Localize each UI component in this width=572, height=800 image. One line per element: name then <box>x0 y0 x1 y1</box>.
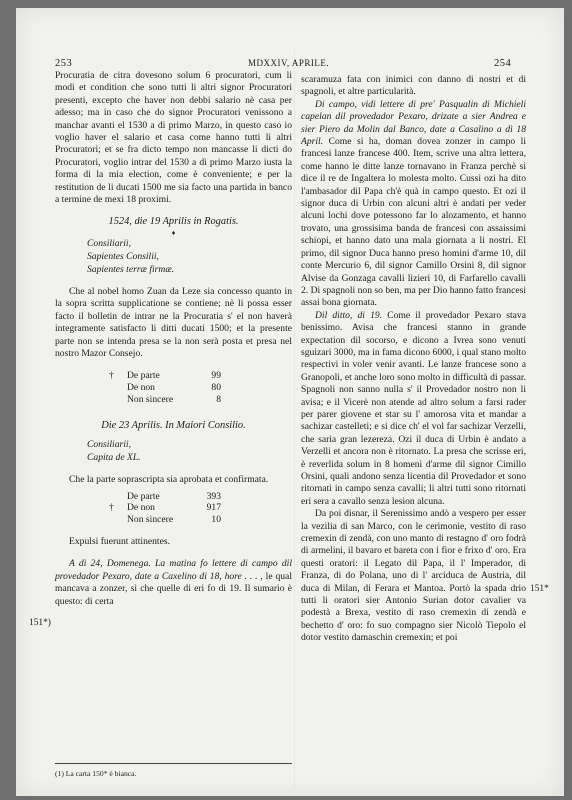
vote-value: 393 <box>206 490 221 502</box>
page-number-left: 253 <box>55 58 73 69</box>
letter-heading-italic: Dil ditto, di 19. <box>315 309 383 321</box>
right-paragraph-3 <box>301 310 526 509</box>
book-page <box>16 8 564 796</box>
entry-text: le qual mancava a zonzer, sì che quelle di eri fo di 19. Il sumario è questo: di certa <box>55 570 292 607</box>
vote-label: De non <box>127 382 155 394</box>
vote-tally-2 <box>109 491 292 526</box>
left-paragraph-2: Che al nobel homo Zuan da Leze sia concesso quanto in la sopra scritta supplicatione se contiene; nè li possa esser facto il bolletin de intrar ne la Procuratia s' el non haverà integramente satisfacto li ditti ducati 1500; et la presente parte non se intenda presa se la non serà posta et presa nel nostro Mazor Consejo. <box>55 285 292 359</box>
entry-date-italic: A dì 24, Domenega. La matina fo lettere di campo dil provedador Pexaro, date a Caxelino di 18, hore . . . , <box>55 558 292 582</box>
vote-tally-1 <box>109 370 292 405</box>
vote-value: 8 <box>216 393 221 405</box>
vote-label: De parte <box>127 490 160 502</box>
right-column <box>301 74 526 645</box>
vote-label: De parte <box>127 370 160 382</box>
vote-label: De non <box>127 502 155 514</box>
left-paragraph-3: Che la parte soprascripta sia aprobata et confirmata. <box>69 474 269 486</box>
right-paragraph-4: Da poi disnar, il Serenissimo andò a vespero per esser la vezilia di san Marco, con le cerimonie, vestito di raso cremexin di zendà, con uno manto di restagno d' oro fodrà di armelini, il bavaro et bareta con i fior e frixo d' oro. Era questi oratori: il Legato dil Papa, il l' Imperador, di Franza, di do Polana, uno di l' arciduca de Austria, dil duca di Milan, di Ferara et Mantoa. Portò la spada drio tutti li oratori sier Antonio Surian dotor cavalier va podestà a Brexa, vestito di raso cremexin di zendà e bechetto d' oro: fo suo compagno sier Nicolò Tiepolo el dotor vestito damaschin cremexin; et poi <box>301 508 526 644</box>
page-number-right: 254 <box>494 58 512 69</box>
list-councillors-2 <box>87 438 292 464</box>
list-item: Sapientes Consilii, <box>87 250 159 262</box>
vote-label: Non sincere <box>127 514 174 526</box>
heading-maiori-consilio: Die 23 Aprilis. In Maiori Consilio. <box>101 419 246 431</box>
vote-mark <box>109 382 127 394</box>
list-item: Sapientes terræ firmæ. <box>87 263 175 275</box>
list-item: Consiliarii, <box>87 439 131 451</box>
vote-mark <box>109 491 127 503</box>
letter-text: Come il provedador Pexaro stava benissimo. Avisa che francesi stanno in grande expectation dil socorso, e dicono a Ivrea sono venuti sguizari 3000, ma in fama dicono 6000, i qual stano molto respectivi in voler venir avanti. Le lanze francese sono a Granopoli, et anche loro sono molto in difficultà di passar. Spagnoli non sanno nulla s' il Provedador nostro non li avisa; e il Vicerè non atende ad altro solum a farsi rader per parer giovene et star su l' amorosa vita et mandar a sachizar castelleti; e si dice ch' el vol far sachizar Verzelli, che sarìa gran lezereza. Ozi il duca di Urbin è andato a Verzelli et ancora non è ritornato. La presa che scrisse eri, è reverlida solum in 8 homeni d'arme dil signor Cimillo Orsini, quali andono senza licentia dil Provedador et sono ritornati in campo senza cavalli; li altri tutti sono ritornati eri sera a cavallo senza lesion alcuna. <box>301 309 526 507</box>
vote-mark: † <box>109 370 114 382</box>
left-paragraph-1: Procuratia de citra dovesono solum 6 procuratori, cum li modi et condition che sono tutti li altri signor Procuratori presenti, excepto che haver non debbi salario nè casa per adesso; ma in caso che do signor Procuratori venissono a manchar avanti el 1530 a dì primo Marzo, in questo caso io voglio haver el salario et casa come hanno tutti li altri Procuratori; et se fra dicto tempo non mancasse li dicti do Procuratori, voglio intrar del 1530 a dì primo Marzo iusta la forma di la mia election, come è conveniente; e per la restitution de li ducati 1500 me sia facto una partida in banco a termine de mexi 18 proximi. <box>55 70 292 206</box>
vote-mark <box>109 394 127 406</box>
vote-value: 99 <box>211 370 221 382</box>
vote-value: 10 <box>211 514 221 526</box>
gutter <box>294 48 295 788</box>
list-item: Consiliarii, <box>87 237 131 249</box>
letter-heading-italic: Di campo, vidi lettere di pre' Pasqualin di Michieli capelan dil provedador Pexaro, drizate a sier Andrea e sier Piero da Molin dal Banco, date a Casalino a dì 18 April. <box>301 98 526 148</box>
margin-note-left: 151*) <box>29 618 51 628</box>
list-councillors-1 <box>87 237 292 276</box>
vote-mark <box>109 514 127 526</box>
left-paragraph-5 <box>55 558 292 608</box>
letter-text: Come si ha, doman dovea zonzer in campo li francesi lanze francese 400. Item, scrive una altra lettera, come hanno le ditte lanze tornavano in Franza perchè si dice il re de Ingaltera lo molesta molto. Cussì ozi ha dito l'ambasador dil Papa ch'è quà in campo questo. Et ozi il signor duca di Urbin con alcuni altri è andati per veder alcuni lochi dove potessono far lo alozamento, et hanno trovato, una grossisima banda de francesi con assaissimi schiopi, et hanno dato una mala giornata a li nostri. El primo, dil signor Duca hanno preso homini d'arme 10, dil conte Mercurio 6, dil signor Camillo Orsini 8, dil signor Alvise da Gonzaga cavalli lizieri 10, di Farfarello cavalli 2. Di spagnoli non so ben, ma per Dio hanno fatto francesi assai bona giornata. <box>301 136 526 309</box>
vote-value: 80 <box>211 382 221 394</box>
right-paragraph-2 <box>301 99 526 310</box>
vote-label: Non sincere <box>127 393 174 405</box>
vote-mark: † <box>109 502 114 514</box>
running-title: MDXXIV, APRILE. <box>248 58 330 68</box>
heading-rogatis: 1524, die 19 Aprilis in Rogatis. <box>108 216 239 228</box>
left-column <box>55 70 292 608</box>
margin-note-right: 151* <box>530 584 549 594</box>
ornament: ♦ <box>171 228 176 237</box>
right-paragraph-1: scaramuza fata con inimici con danno di nostri et di spagnoli, et altre particularità. <box>301 74 526 98</box>
footnote: (1) La carta 150* è bianca. <box>55 763 292 778</box>
list-item: Capita de XL. <box>87 452 141 464</box>
left-paragraph-4: Expulsi fuerunt attinentes. <box>69 535 170 547</box>
vote-value: 917 <box>206 502 221 514</box>
